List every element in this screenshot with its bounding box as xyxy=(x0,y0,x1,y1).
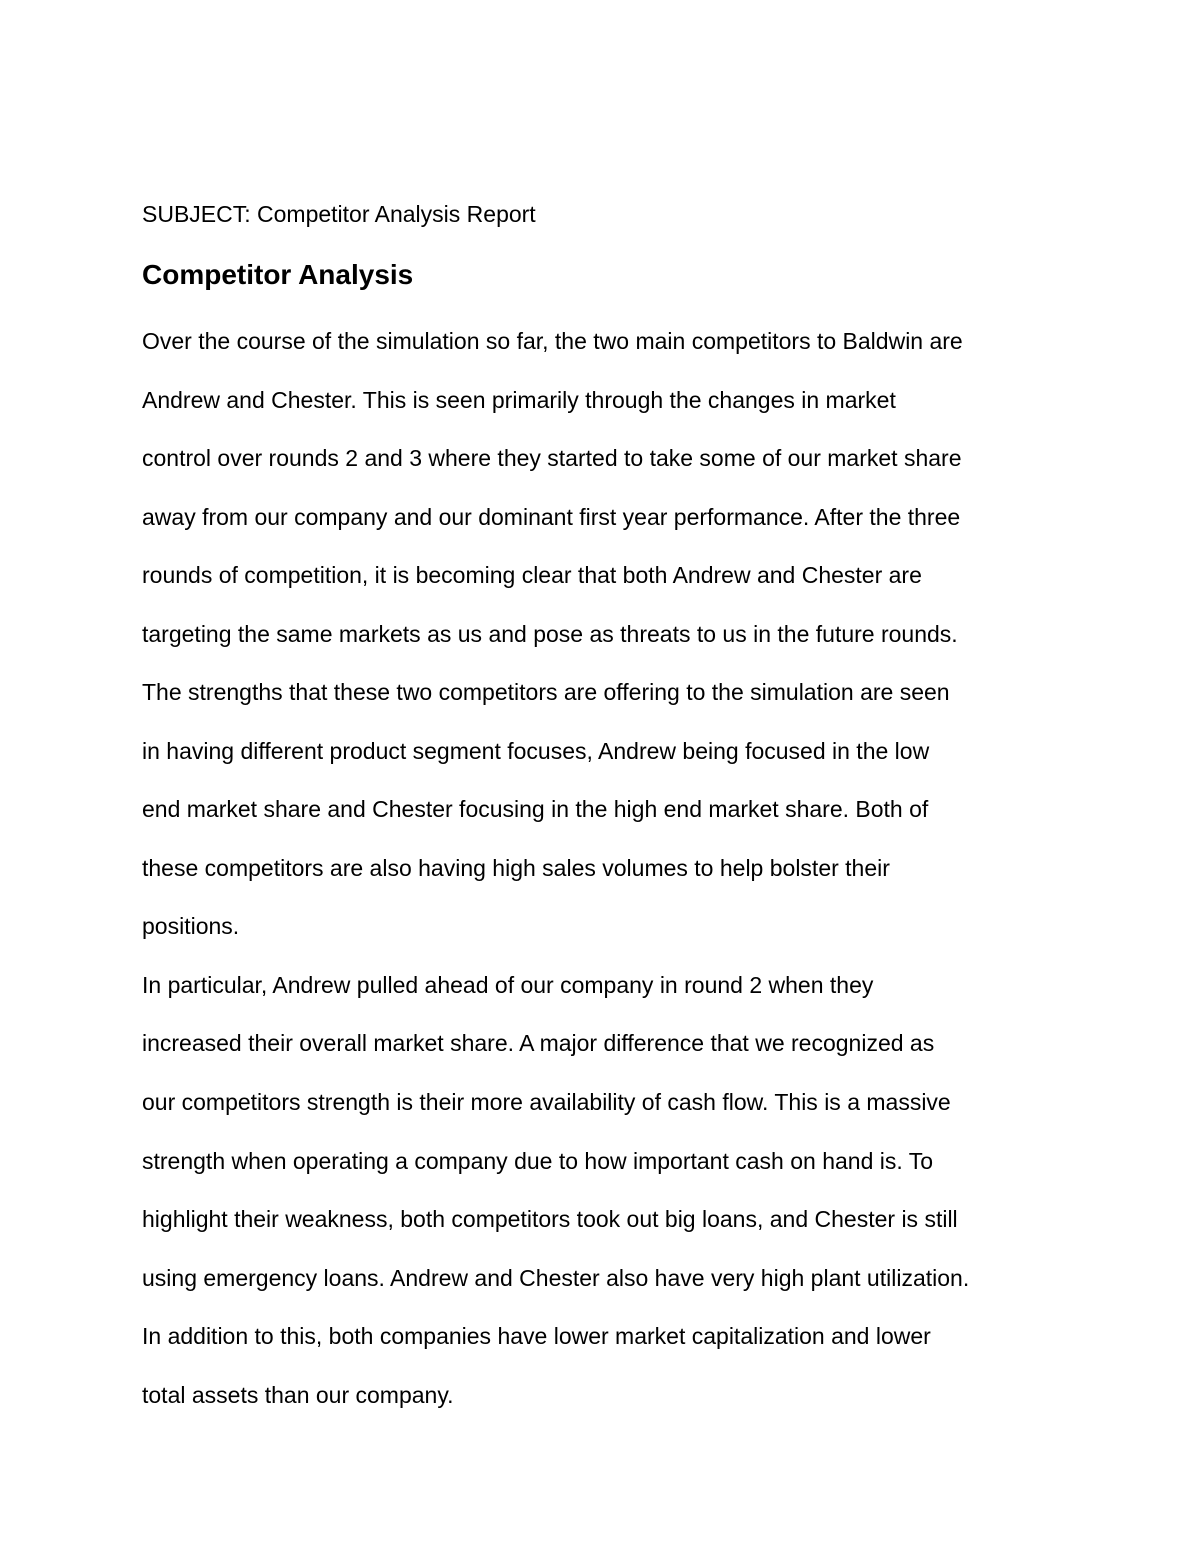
paragraph-1-line: Andrew and Chester. This is seen primarily through the changes in market xyxy=(142,387,896,413)
paragraph-1-line: targeting the same markets as us and pose as threats to us in the future rounds. xyxy=(142,621,958,647)
paragraph-1-line: end market share and Chester focusing in the high end market share. Both of xyxy=(142,796,929,822)
paragraph-1-line: positions. xyxy=(142,913,240,939)
subject-line: SUBJECT: Competitor Analysis Report xyxy=(142,201,536,227)
paragraph-1-line: rounds of competition, it is becoming clear that both Andrew and Chester are xyxy=(142,562,922,588)
paragraph-1-line: Over the course of the simulation so far, the two main competitors to Baldwin are xyxy=(142,328,963,354)
paragraph-1-line: in having different product segment focuses, Andrew being focused in the low xyxy=(142,738,930,764)
paragraph-2-line: using emergency loans. Andrew and Chester also have very high plant utilization. xyxy=(142,1265,970,1291)
paragraph-2-line: our competitors strength is their more availability of cash flow. This is a massive xyxy=(142,1089,951,1115)
paragraph-2-line: strength when operating a company due to how important cash on hand is. To xyxy=(142,1148,934,1174)
paragraph-1-line: away from our company and our dominant first year performance. After the three xyxy=(142,504,961,530)
paragraph-1-line: control over rounds 2 and 3 where they started to take some of our market share xyxy=(142,445,962,471)
paragraph-2-line: In particular, Andrew pulled ahead of our company in round 2 when they xyxy=(142,972,874,998)
section-heading: Competitor Analysis xyxy=(142,259,414,290)
paragraph-2-line: total assets than our company. xyxy=(142,1382,454,1408)
paragraph-2-line: increased their overall market share. A major difference that we recognized as xyxy=(142,1030,935,1056)
paragraph-1-line: these competitors are also having high sales volumes to help bolster their xyxy=(142,855,890,881)
paragraph-1-line: The strengths that these two competitors are offering to the simulation are seen xyxy=(142,679,950,705)
paragraph-2-line: highlight their weakness, both competitors took out big loans, and Chester is still xyxy=(142,1206,958,1232)
paragraph-2-line: In addition to this, both companies have lower market capitalization and lower xyxy=(142,1323,931,1349)
